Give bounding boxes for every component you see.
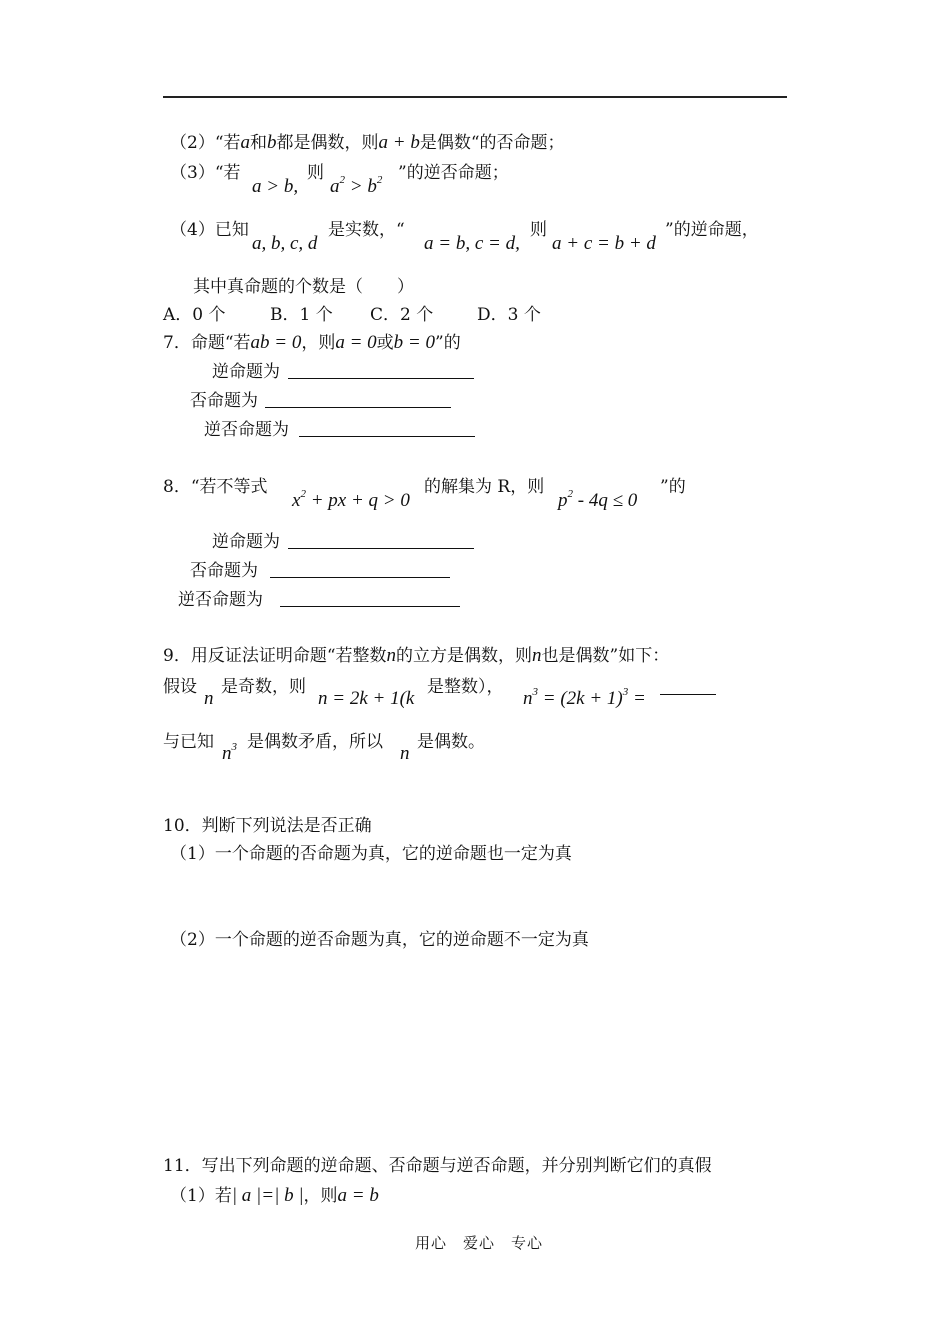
q9-line-2-post: 是整数）， [427, 677, 504, 697]
q6-option-b: B．1 个 [270, 305, 333, 325]
q8-inverse-label: 否命题为 [190, 561, 258, 581]
q6-item-4-text: （4）已知 [170, 220, 249, 240]
q11-title: 11．写出下列命题的逆命题、否命题与逆否命题，并分别判断它们的真假 [163, 1156, 712, 1176]
q10-item-1: （1）一个命题的否命题为真，它的逆命题也一定为真 [170, 844, 572, 864]
q9-line-3-pre: 与已知 [163, 732, 214, 752]
q8-inverse-blank[interactable] [270, 577, 450, 578]
q6-item-4-ze: 则 [530, 220, 547, 240]
q9-line-1: 9．用反证法证明命题“若整数n的立方是偶数，则n也是偶数”如下： [163, 645, 670, 666]
q6-option-d: D．3 个 [477, 305, 541, 325]
q8-statement-pre: 8．“若不等式 [163, 477, 268, 497]
q9-n-final: n [400, 743, 410, 764]
q10-title: 10．判断下列说法是否正确 [163, 816, 372, 836]
q10-item-2: （2）一个命题的逆否命题为真，它的逆命题不一定为真 [170, 930, 589, 950]
q7-inverse-blank[interactable] [265, 407, 451, 408]
q6-item-2: （2）“若a和b都是偶数，则a + b是偶数“的否命题； [170, 132, 565, 153]
q6-item-4-mid: 是实数，“ [328, 220, 405, 240]
q9-answer-blank[interactable] [660, 694, 716, 695]
q6-question: 其中真命题的个数是（ ） [193, 277, 414, 297]
q9-n-symbol: n [204, 688, 214, 709]
q7-converse-label: 逆命题为 [212, 362, 280, 382]
q6-option-c: C．2 个 [370, 305, 434, 325]
q9-line-3-mid: 是偶数矛盾，所以 [247, 732, 383, 752]
q8-contrapositive-label: 逆否命题为 [178, 590, 263, 610]
q8-inequality: $x^2$ + px + q > 0 [292, 488, 410, 511]
q7-statement: 7．命题“若ab = 0，则a = 0或b = 0”的 [163, 332, 461, 353]
q8-condition: $p^2 - 4q \le 0$ [558, 488, 638, 511]
q6-item-4-vars: a, b, c, d [252, 233, 318, 254]
q9-line-2-pre: 假设 [163, 677, 197, 697]
q9-line-3-post: 是偶数。 [417, 732, 485, 752]
q7-contrapositive-label: 逆否命题为 [204, 420, 289, 440]
q6-item-3-post: ”的逆否命题； [398, 163, 509, 183]
q8-statement-post: ”的 [660, 477, 686, 497]
q9-cube-expr: $n^3 = (2k + 1)^3$ = [523, 686, 646, 709]
q6-option-a: A．0 个 [163, 305, 226, 325]
q6-item-3-conclusion: $a^2 > b^2$ [330, 174, 383, 197]
q6-item-4-condition: a = b, c = d, [424, 233, 520, 254]
q6-item-3-ze: 则 [307, 163, 324, 183]
q6-item-4-conclusion: a + c = b + d [552, 233, 656, 254]
q6-item-4-post: ”的逆命题， [665, 220, 759, 240]
q6-item-3-text: （3）“若 [170, 163, 241, 183]
q11-item-1: （1）若| a |=| b |，则a = b [170, 1185, 379, 1206]
q8-statement-mid: 的解集为 R，则 [424, 477, 545, 497]
q6-item-3-condition: a > b, [252, 176, 299, 197]
q8-contrapositive-blank[interactable] [280, 606, 460, 607]
q7-contrapositive-blank[interactable] [299, 436, 475, 437]
q9-line-2-mid: 是奇数，则 [221, 677, 306, 697]
q9-n-cubed: $n^3$ [222, 741, 237, 764]
q8-converse-label: 逆命题为 [212, 532, 280, 552]
q7-inverse-label: 否命题为 [190, 391, 258, 411]
q9-eq-n: n = 2k + 1(k [318, 688, 415, 709]
header-rule [163, 96, 787, 98]
page-footer: 用心 爱心 专心 [415, 1234, 544, 1252]
q8-converse-blank[interactable] [288, 548, 474, 549]
q7-converse-blank[interactable] [288, 378, 474, 379]
